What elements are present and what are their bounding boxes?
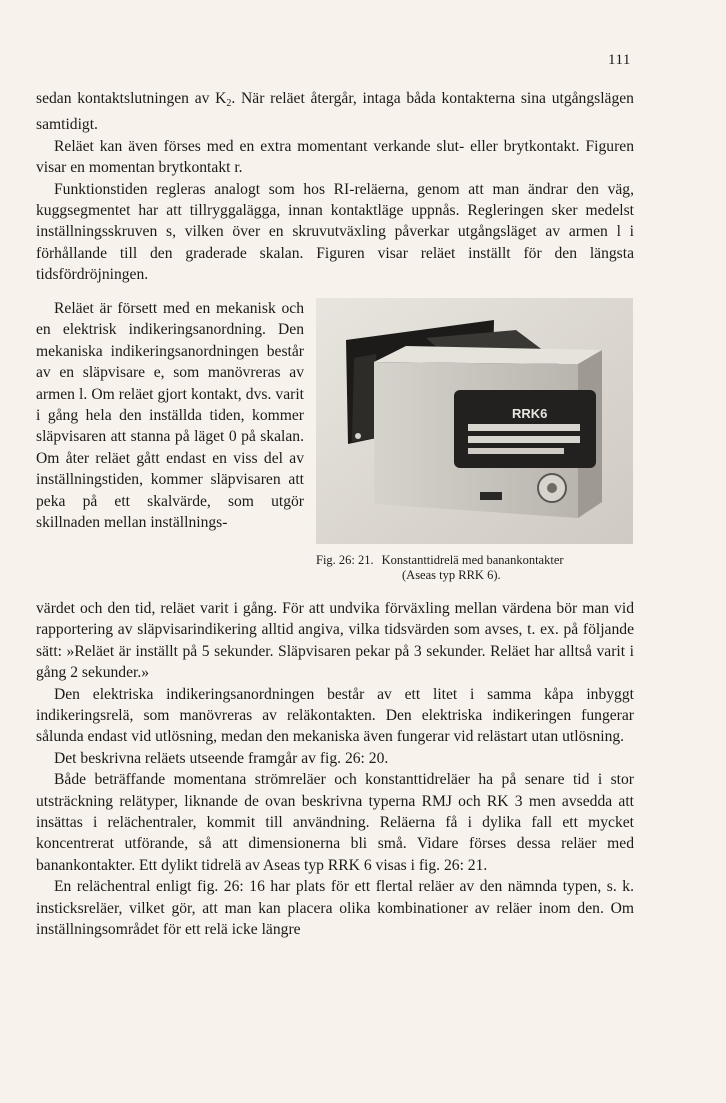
relay-illustration <box>316 298 633 544</box>
text-block-top <box>36 88 634 286</box>
paragraph-5: värdet och den tid, reläet varit i gång. För att undvika förväxling mellan värdena bör man vid rapportering av släpvisarindikering alltid angiva, vilka tidsvärden som avses, t. ex. på följande sätt: »Reläet är inställt på 5 sekunder. Släpvisaren pekar på 3 sekunder. Reläet har alltså varit i gång 2 sekunder.» <box>36 600 634 682</box>
text-block-bottom <box>36 598 634 941</box>
relay-photo <box>316 298 633 544</box>
paragraph-6: Den elektriska indikeringsanordningen består av ett litet i samma kåpa inbyggt indikeringsrelä, som manövreras av reläkontakten. Den elektriska indikeringen fungerar sålunda endast vid utlösning, medan den mekaniska även fungerar vid relästart utan utlösning. <box>36 685 634 746</box>
paragraph-7: Det beskrivna reläets utseende framgår av fig. 26: 20. <box>54 749 389 767</box>
paragraph-3: Funktionstiden regleras analogt som hos RI-reläerna, genom att man ändrar den väg, kuggsegmentet har att tillryggalägga, innan kontaktläge uppnås. Regleringen sker medelst inställningsskruven s, vilken över en skruvutväxling påverkar utgångsläget av armen l i förhållande till den graderade skalan. Figuren visar reläet inställt för den längsta tidsfördröjningen. <box>36 180 634 284</box>
page-number: 111 <box>608 52 631 68</box>
text-block-wrapped <box>36 298 304 533</box>
device-label: RRK6 <box>512 406 548 421</box>
paragraph-2: Reläet kan även förses med en extra momentant verkande slut- eller brytkontakt. Figuren visar en momentan brytkontakt r. <box>36 137 634 177</box>
caption-text: Konstanttidrelä med banankontakter <box>381 553 564 567</box>
paragraph-4: Reläet är försett med en mekanisk och en elektrisk indikeringsanordning. Den mekaniska indikeringsanordningen består av en släpvisare e, som manövreras av armen l. Om reläet gjort kontakt, dvs. varit i gång hela den inställda tiden, kommer släpvisaren att stanna på läget 0 på skalan. Om åter reläet gått endast en viss del av inställningstiden, kommer släpvisaren att peka på ett skalvärde, som utgör skillnaden mellan inställnings- <box>36 300 304 532</box>
figure-label: Fig. 26: 21. <box>316 553 374 567</box>
paragraph-1: sedan kontaktslutningen av $K_2$. När reläet återgår, intaga båda kontakterna sina utgångslägen samtidigt. <box>36 90 634 134</box>
paragraph-8: Både beträffande momentana strömreläer och konstanttidreläer ha på senare tid i stor utsträckning relätyper, liknande de ovan beskrivna typerna RMJ och RK 3 men avsedda att insättas i relächentraler, kommit till användning. Reläerna få i dylika fall ett mycket koncentrerat utförande, så att dimensionerna bli små. Vidare förses dessa reläer med banankontakter. Ett dylikt tidrelä av Aseas typ RRK 6 visas i fig. 26: 21. <box>36 771 634 874</box>
caption-text-2: (Aseas typ RRK 6). <box>402 568 501 582</box>
figure-caption <box>316 553 634 583</box>
paragraph-9: En relächentral enligt fig. 26: 16 har plats för ett flertal reläer av den nämnda typen, s. k. insticksreläer, vilket gör, att man kan placera olika kombinationer av reläer inom den. Om inställningsområdet för ett relä icke längre <box>36 878 634 939</box>
